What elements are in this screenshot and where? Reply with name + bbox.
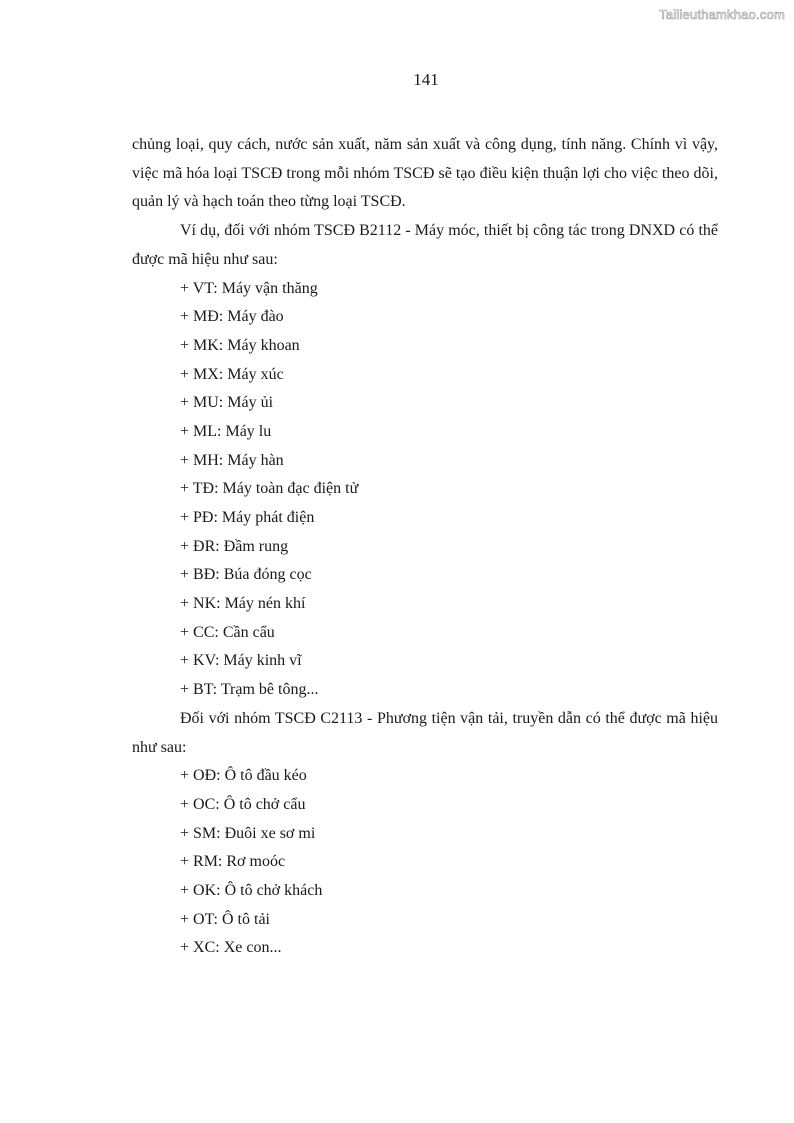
code-list-c2113 <box>132 762 718 963</box>
list-item: + TĐ: Máy toàn đạc điện tử <box>180 480 359 498</box>
list-item: + OK: Ô tô chở khách <box>180 881 323 899</box>
code-list-b2112 <box>132 275 718 705</box>
list-item: + CC: Cần cẩu <box>180 623 275 641</box>
document-body <box>132 131 718 963</box>
list-item: + OĐ: Ô tô đầu kéo <box>180 767 307 785</box>
list-item: + OC: Ô tô chở cẩu <box>180 795 306 813</box>
list-item: + MX: Máy xúc <box>180 365 284 383</box>
list-item: + XC: Xe con... <box>180 939 282 957</box>
watermark-text: Tailieuthamkhao.com <box>659 7 785 22</box>
list-item: + OT: Ô tô tải <box>180 910 270 928</box>
list-item: + RM: Rơ moóc <box>180 853 286 871</box>
list-item: + VT: Máy vận thăng <box>180 279 318 297</box>
list-item: + BĐ: Búa đóng cọc <box>180 566 312 584</box>
list-item: + NK: Máy nén khí <box>180 595 306 613</box>
list-item: + MU: Máy ủi <box>180 394 274 412</box>
paragraph-example-c2113: Đối với nhóm TSCĐ C2113 - Phương tiện vận tải, truyền dẫn có thể được mã hiệu như sau: <box>132 709 718 756</box>
list-item: + KV: Máy kinh vĩ <box>180 652 302 670</box>
list-item: + BT: Trạm bê tông... <box>180 681 319 699</box>
list-item: + SM: Đuôi xe sơ mi <box>180 824 316 842</box>
list-item: + MK: Máy khoan <box>180 336 300 354</box>
list-item: + MĐ: Máy đào <box>180 308 284 326</box>
paragraph-intro: chủng loại, quy cách, nước sản xuất, năm sản xuất và công dụng, tính năng. Chính vì vậy, việc mã hóa loại TSCĐ trong mỗi nhóm TSCĐ sẽ tạo điều kiện thuận lợi cho việc theo dõi, quản lý và hạch toán theo từng loại TSCĐ. <box>132 136 718 211</box>
list-item: + PĐ: Máy phát điện <box>180 509 315 527</box>
list-item: + MH: Máy hàn <box>180 451 284 469</box>
page-number: 141 <box>413 70 439 89</box>
list-item: + ML: Máy lu <box>180 422 272 440</box>
paragraph-example-b2112: Ví dụ, đối với nhóm TSCĐ B2112 - Máy móc, thiết bị công tác trong DNXD có thể được mã hiệu như sau: <box>132 222 718 268</box>
list-item: + ĐR: Đầm rung <box>180 537 289 555</box>
